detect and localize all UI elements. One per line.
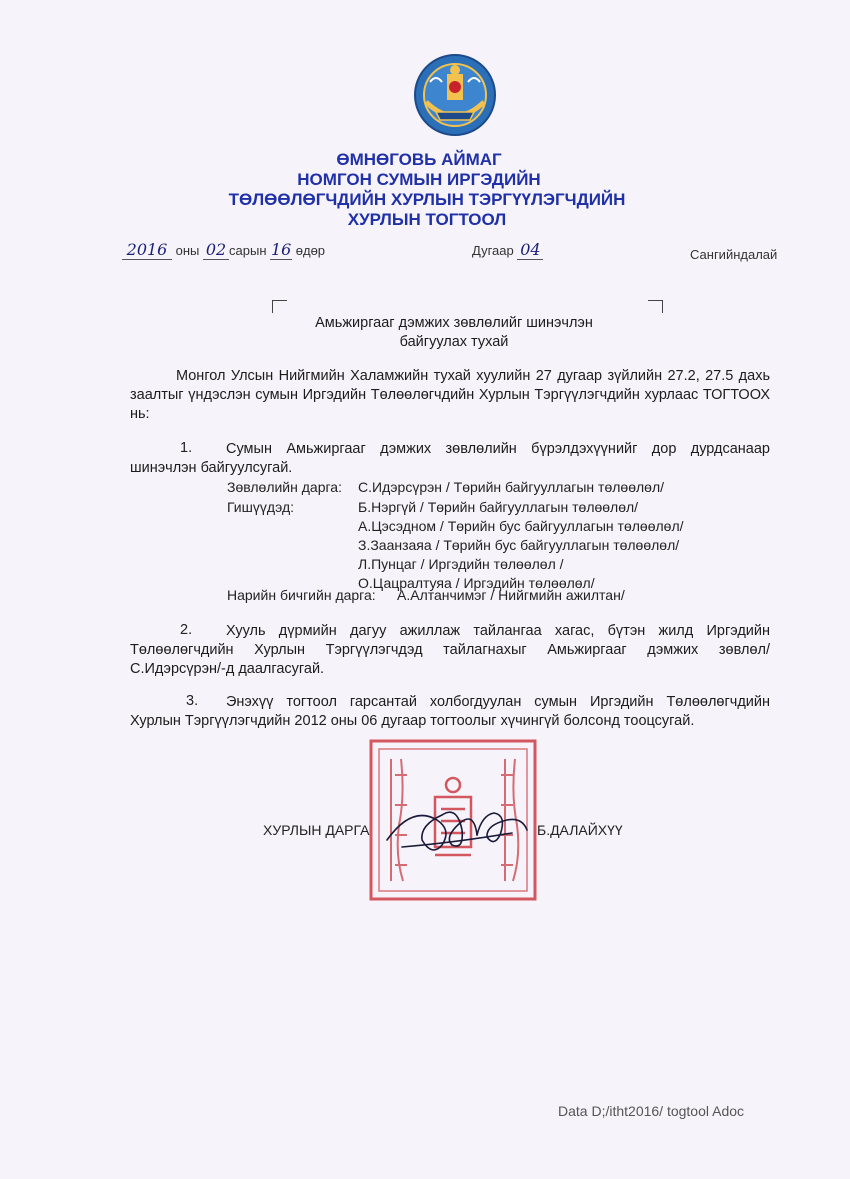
date-month: 02 [203, 240, 229, 260]
state-emblem-icon [412, 52, 498, 138]
item-2-text: Хууль дүрмийн дагуу ажиллаж тайлангаа хагас, бүтэн жилд Иргэдийн Төлөөлөгчдийн Хурлын Тэргүүлэгчдэд тайлагнахыг Амьжиргааг дэмжих зөвлөл/ С.Идэрсүрэн/-д даалгасугай. [130, 623, 770, 677]
date-line [122, 240, 325, 260]
preamble: Монгол Улсын Нийгмийн Халамжийн тухай хуулийн 27 дугаар зүйлийн 27.2, 27.5 дахь заалтыг үндэслэн сумын Иргэдийн Төлөөлөгчдийн Хурлын Тэргүүлэгчдийн хурлаас ТОГТООХ нь: [130, 368, 770, 422]
members-label: Гишүүдэд: [227, 499, 295, 515]
chair-name: С.Идэрсүрэн / Төрийн байгууллагын төлөөлөл/ [358, 479, 665, 495]
item-3-number: 3. [186, 693, 199, 709]
date-year: 2016 [122, 240, 172, 260]
item-1-text: Сумын Амьжиргааг дэмжих зөвлөлийн бүрэлдэхүүнийг дор дурдсанаар шинэчлэн байгуулсугай. [130, 441, 770, 476]
member-3: З.Заанзаяа / Төрийн бус байгууллагын төлөөлөл/ [358, 537, 680, 553]
signature-title: ХУРЛЫН ДАРГА [263, 822, 370, 838]
item-3-text: Энэхүү тогтоол гарсантай холбогдуулан сумын Иргэдийн Төлөөлөгчдийн Хурлын Тэргүүлэгчдийн 2012 оны 06 дугаар тогтоолыг хүчингүй болсонд тооцсугай. [130, 694, 770, 729]
secretary-label: Нарийн бичгийн дарга: [227, 587, 376, 603]
member-2: А.Цэсэдном / Төрийн бус байгууллагын төлөөлөл/ [358, 518, 684, 534]
date-day: 16 [270, 240, 292, 259]
member-4: Л.Пунцаг / Иргэдийн төлөөлөл / [358, 556, 564, 572]
subject-line-2: байгуулах тухай [399, 334, 509, 350]
number-value: 04 [517, 240, 543, 260]
number-line [472, 240, 543, 260]
date-day-suffix: өдөр [295, 243, 326, 258]
member-5: О.Цацралтуяа / Иргэдийн төлөөлөл/ [358, 575, 595, 591]
header-line-3: ТӨЛӨӨЛӨГЧДИЙН ХУРЛЫН ТЭРГҮҮЛЭГЧДИЙН [228, 190, 626, 209]
header-line-4: ХУРЛЫН ТОГТООЛ [347, 210, 507, 229]
subject-corner-right [648, 300, 663, 313]
signature-icon [382, 785, 532, 865]
item-2-number: 2. [180, 622, 193, 638]
place-name: Сангийндалай [690, 247, 778, 262]
header-line-2: НОМГОН СУМЫН ИРГЭДИЙН [297, 170, 541, 189]
member-1: Б.Нэргүй / Төрийн байгууллагын төлөөлөл/ [358, 499, 639, 515]
footer-path: Data D;/itht2016/ togtool Adoc [558, 1103, 745, 1119]
signature-name: Б.ДАЛАЙХҮҮ [537, 822, 623, 838]
date-month-suffix: сарын [229, 243, 267, 258]
subject-corner-left [272, 300, 287, 313]
item-1-number: 1. [180, 440, 193, 456]
secretary-name: А.Алтанчимэг / Нийгмийн ажилтан/ [397, 587, 625, 603]
number-label: Дугаар [472, 243, 514, 258]
date-year-suffix: оны [175, 243, 200, 258]
chair-label: Зөвлөлийн дарга: [227, 479, 342, 495]
subject-line-1: Амьжиргааг дэмжих зөвлөлийг шинэчлэн [315, 315, 593, 331]
header-line-1: ӨМНӨГОВЬ АЙМАГ [336, 150, 502, 169]
